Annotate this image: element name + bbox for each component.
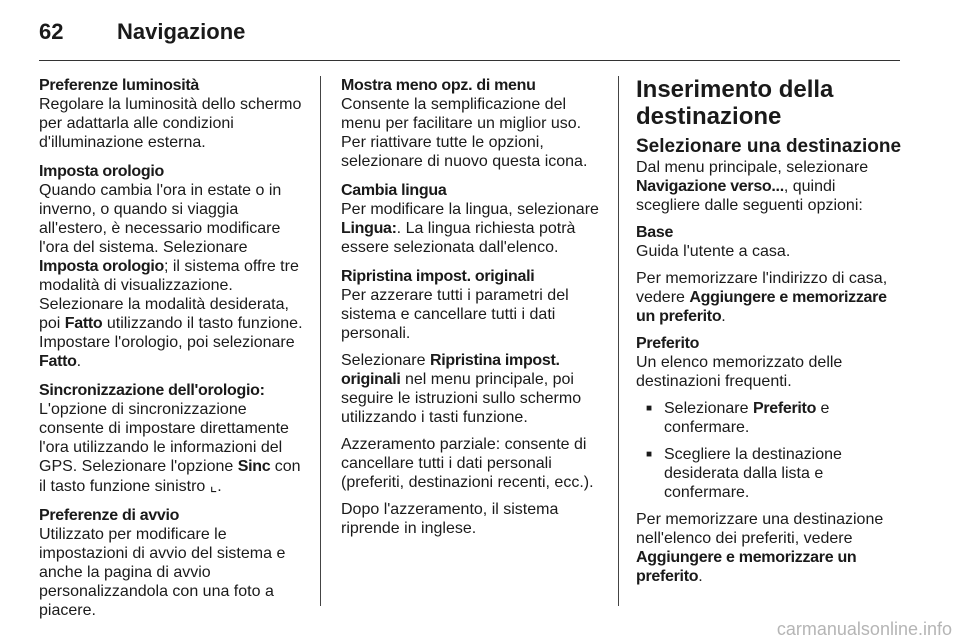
body-text: Per azzerare tutti i parametri del sistema e cancellare tutti i dati personali. (341, 287, 569, 342)
header-rule (39, 60, 900, 61)
body-text: Dopo l'azzeramento, il sistema riprende in inglese. (341, 501, 559, 537)
menu-term: Ripristina impost. originali (341, 352, 560, 388)
column-2 (341, 76, 607, 548)
subsection-heading: Selezionare una destinazione (636, 136, 902, 157)
column-divider (320, 76, 321, 606)
body-text: Quando cambia l'ora in estate o in inverno, o quando si viaggia all'estero, è necessario modificare l'ora del sistema. Selezionare Imposta orologio; il sistema offre tre modalità di visualizzazione. Selezionare la modalità desiderata, poi Fatto utilizzando il tasto funzione. Impostare l'orologio, poi selezionare Fatto. (39, 182, 303, 370)
cross-reference: Aggiungere e memorizzare un preferito (636, 289, 887, 325)
menu-term: Preferito (752, 400, 817, 417)
watermark: carmanualsonline.info (776, 619, 952, 639)
section-brightness (39, 76, 310, 152)
list-item: ■ Selezionare Preferito e confermare. (646, 400, 830, 436)
section-sync (39, 381, 310, 496)
column-1 (39, 76, 310, 630)
page-header (39, 14, 245, 50)
body-text: Un elenco memorizzato delle destinazioni frequenti. (636, 354, 843, 390)
section-language (341, 181, 607, 257)
page-number: 62 (39, 19, 64, 44)
body-text: Regolare la luminosità dello schermo per adattarla alle condizioni d'illuminazione esterna. (39, 96, 302, 151)
softkey-left-icon: ⌞ (209, 476, 218, 495)
body-text: Consente la semplificazione del menu per facilitare un miglior uso. Per riattivare tutte le opzioni, selezionare di nuovo questa icona. (341, 96, 588, 170)
menu-term: Sincronizzazione dell'orologio: (39, 382, 265, 399)
section-clock (39, 162, 310, 371)
body-text: Azzeramento parziale: consente di cancellare tutti i dati personali (preferiti, destinazioni recenti, ecc.). (341, 436, 594, 491)
menu-term: Navigazione verso... (636, 178, 784, 195)
section-heading: Base (636, 224, 674, 241)
body-text: Selezionare Ripristina impost. originali nel menu principale, poi seguire le istruzioni sullo schermo utilizzando i tasti funzione. (341, 352, 582, 426)
section-reset (341, 267, 607, 538)
chapter-heading: Inserimento della destinazione (636, 76, 834, 130)
section-heading: Preferito (636, 335, 700, 352)
body-text: Per memorizzare una destinazione nell'elenco dei preferiti, vedere Aggiungere e memorizzare un preferito. (636, 511, 884, 585)
body-text: Dal menu principale, selezionare Navigazione verso..., quindi scegliere dalle seguenti opzioni: (636, 159, 869, 214)
bullet-icon: ■ (646, 449, 653, 460)
section-heading: Preferenze di avvio (39, 507, 180, 524)
body-text: Utilizzato per modificare le impostazioni di avvio del sistema e anche la pagina di avvio personalizzandola con una foto a piacere. (39, 526, 286, 619)
cross-reference: Aggiungere e memorizzare un preferito (636, 549, 857, 585)
section-startup (39, 506, 310, 620)
list-item: ■ Scegliere la destinazione desiderata dalla lista e confermare. (646, 446, 842, 501)
section-heading: Imposta orologio (39, 163, 164, 180)
menu-term: Lingua: (341, 220, 397, 237)
body-text: Per memorizzare l'indirizzo di casa, vedere Aggiungere e memorizzare un preferito. (636, 270, 888, 325)
section-heading: Preferenze luminosità (39, 77, 199, 94)
menu-term: Fatto (64, 315, 103, 332)
section-title: Navigazione (117, 19, 246, 44)
body-text: Sincronizzazione dell'orologio: L'opzione di sincronizzazione consente di impostare direttamente l'ora utilizzando le informazioni del GPS. Selezionare l'opzione Sinc con il tasto funzione sinistro ⌞. (39, 382, 301, 495)
body-text: Per modificare la lingua, selezionare Lingua:. La lingua richiesta potrà essere selezionata dall'elenco. (341, 201, 599, 256)
bullet-icon: ■ (646, 403, 653, 414)
section-menu (341, 76, 607, 171)
menu-term: Imposta orologio (39, 258, 164, 275)
menu-term: Sinc (237, 458, 271, 475)
section-heading: Cambia lingua (341, 182, 447, 199)
menu-term: Fatto (39, 353, 77, 370)
column-divider (618, 76, 619, 606)
column-3 (636, 76, 902, 594)
section-heading: Ripristina impost. originali (341, 268, 535, 285)
section-heading: Mostra meno opz. di menu (341, 77, 536, 94)
body-text: Guida l'utente a casa. (636, 243, 791, 260)
